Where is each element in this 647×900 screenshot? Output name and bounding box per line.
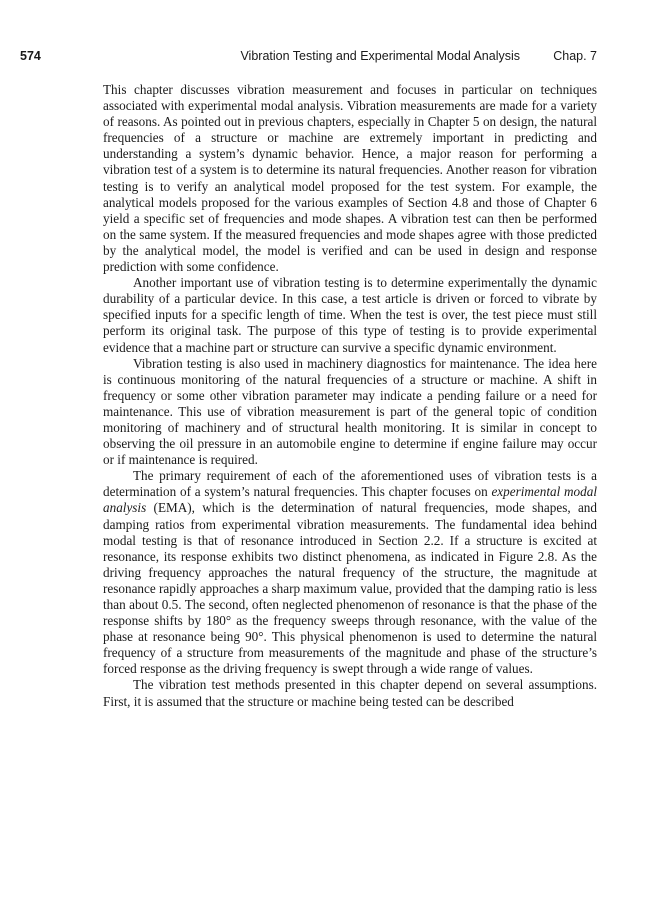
paragraph-4-emphasis: experimental modal analysis <box>103 484 597 516</box>
body-text <box>103 82 597 710</box>
paragraph-4-rest: (EMA), which is the determination of natural frequencies, mode shapes, and damping ratios from experimental vibration measurements. The fundamental idea behind modal testing is that of resonance introduced in Section 2.2. If a structure is excited at resonance, its response exhibits two distinct phenomena, as indicated in Figure 2.8. As the driving frequency approaches the natural frequency of the structure, the magnitude at resonance rapidly approaches a sharp maximum value, provided that the damping ratio is less than about 0.5. The second, often neglected phenomenon of resonance is that the phase of the response shifts by 180° as the frequency sweeps through resonance, with the value of the phase at resonance being 90°. This physical phenomenon is used to determine the natural frequency of a structure from measurements of the magnitude and phase of the structure’s forced response as the driving frequency is swept through a wide range of values. <box>103 500 597 677</box>
running-head <box>20 47 597 65</box>
paragraph-2: Another important use of vibration testing is to determine experimentally the dynamic durability of a particular device. In this case, a test article is driven or forced to vibrate by specified inputs for a specific length of time. When the test is over, the test piece must still perform its original task. The purpose of this type of testing is to provide experimental evidence that a machine part or structure can survive a specific dynamic environment. <box>103 275 597 355</box>
paragraph-1: This chapter discusses vibration measurement and focuses in particular on techniques associated with experimental modal analysis. Vibration measurements are made for a variety of reasons. As pointed out in previous chapters, especially in Chapter 5 on design, the natural frequencies of a structure or machine are extremely important in predicting and understanding a system’s dynamic behavior. Hence, a major reason for performing a vibration test of a system is to determine its natural frequencies. Another reason for vibration testing is to verify an analytical model proposed for the test system. For example, the analytical models proposed for the various examples of Section 4.8 and those of Chapter 6 yield a specific set of frequencies and mode shapes. A vibration test can then be performed on the same system. If the measured frequencies and mode shapes agree with those predicted by the analytical model, the model is verified and can be used in design and response prediction with some confidence. <box>103 82 597 275</box>
paragraph-5: The vibration test methods presented in this chapter depend on several assumptions. First, it is assumed that the structure or machine being tested can be described <box>103 677 597 709</box>
chapter-label: Chap. 7 <box>553 49 597 63</box>
paragraph-3: Vibration testing is also used in machinery diagnostics for maintenance. The idea here is continuous monitoring of the natural frequencies of a structure or machine. A shift in frequency or some other vibration parameter may indicate a pending failure or a need for maintenance. This use of vibration measurement is part of the general topic of condition monitoring of machinery and of structural health monitoring. It is similar in concept to observing the oil pressure in an automobile engine to determine if engine failure may occur or if maintenance is required. <box>103 355 597 468</box>
paragraph-4 <box>103 468 597 677</box>
running-title: Vibration Testing and Experimental Modal Analysis <box>240 49 520 63</box>
paragraph-4-lead: The primary requirement of each of the aforementioned uses of vibration tests is a determination of a system’s natural frequencies. This chapter focuses on <box>103 468 597 500</box>
page-number: 574 <box>20 49 41 63</box>
